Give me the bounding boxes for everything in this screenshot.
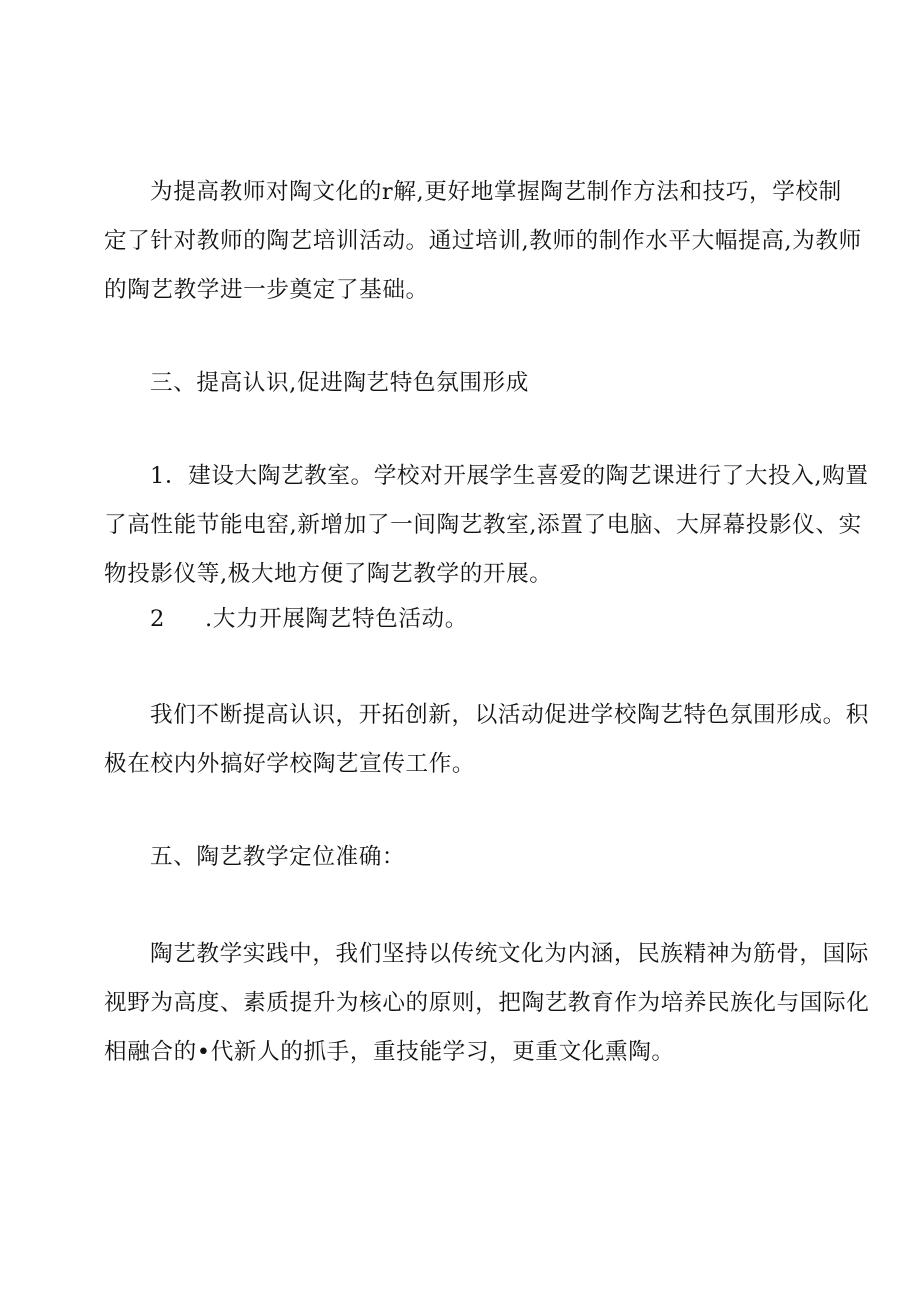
item2-number: 2	[150, 606, 165, 632]
para1-line1: 为提高教师对陶文化的r解,更好地掌握陶艺制作方法和技巧，学校制	[150, 179, 842, 205]
item2-text: .大力开展陶艺特色活动。	[205, 606, 468, 632]
section-heading-3: 三、提高认识,促进陶艺特色氛围形成	[150, 370, 529, 396]
para3-line3: 相融合的•代新人的抓手，重技能学习，更重文化熏陶。	[104, 1039, 675, 1065]
para2-line1: 我们不断提高认识，开拓创新，以活动促进学校陶艺特色氛围形成。积	[150, 702, 870, 728]
para2-line2: 极在校内外搞好学校陶艺宣传工作。	[104, 751, 476, 777]
section-heading-5: 五、陶艺教学定位准确：	[150, 844, 406, 870]
para1-line2: 定了针对教师的陶艺培训活动。通过培训,教师的制作水平大幅提高,为教师	[104, 228, 862, 254]
para3-line1: 陶艺教学实践中，我们坚持以传统文化为内涵，民族精神为筋骨，国际	[150, 941, 870, 967]
item1-line1: 1．建设大陶艺教室。学校对开展学生喜爱的陶艺课进行了大投入,购置	[150, 463, 869, 489]
para1-line3: 的陶艺教学进一步奠定了基础。	[104, 277, 429, 303]
item1-line3: 物投影仪等,极大地方便了陶艺教学的开展。	[104, 561, 553, 587]
item1-line2: 了高性能节能电窑,新增加了一间陶艺教室,添置了电脑、大屏幕投影仪、实	[104, 512, 862, 538]
para3-line2: 视野为高度、素质提升为核心的原则，把陶艺教育作为培养民族化与国际化	[104, 990, 870, 1016]
